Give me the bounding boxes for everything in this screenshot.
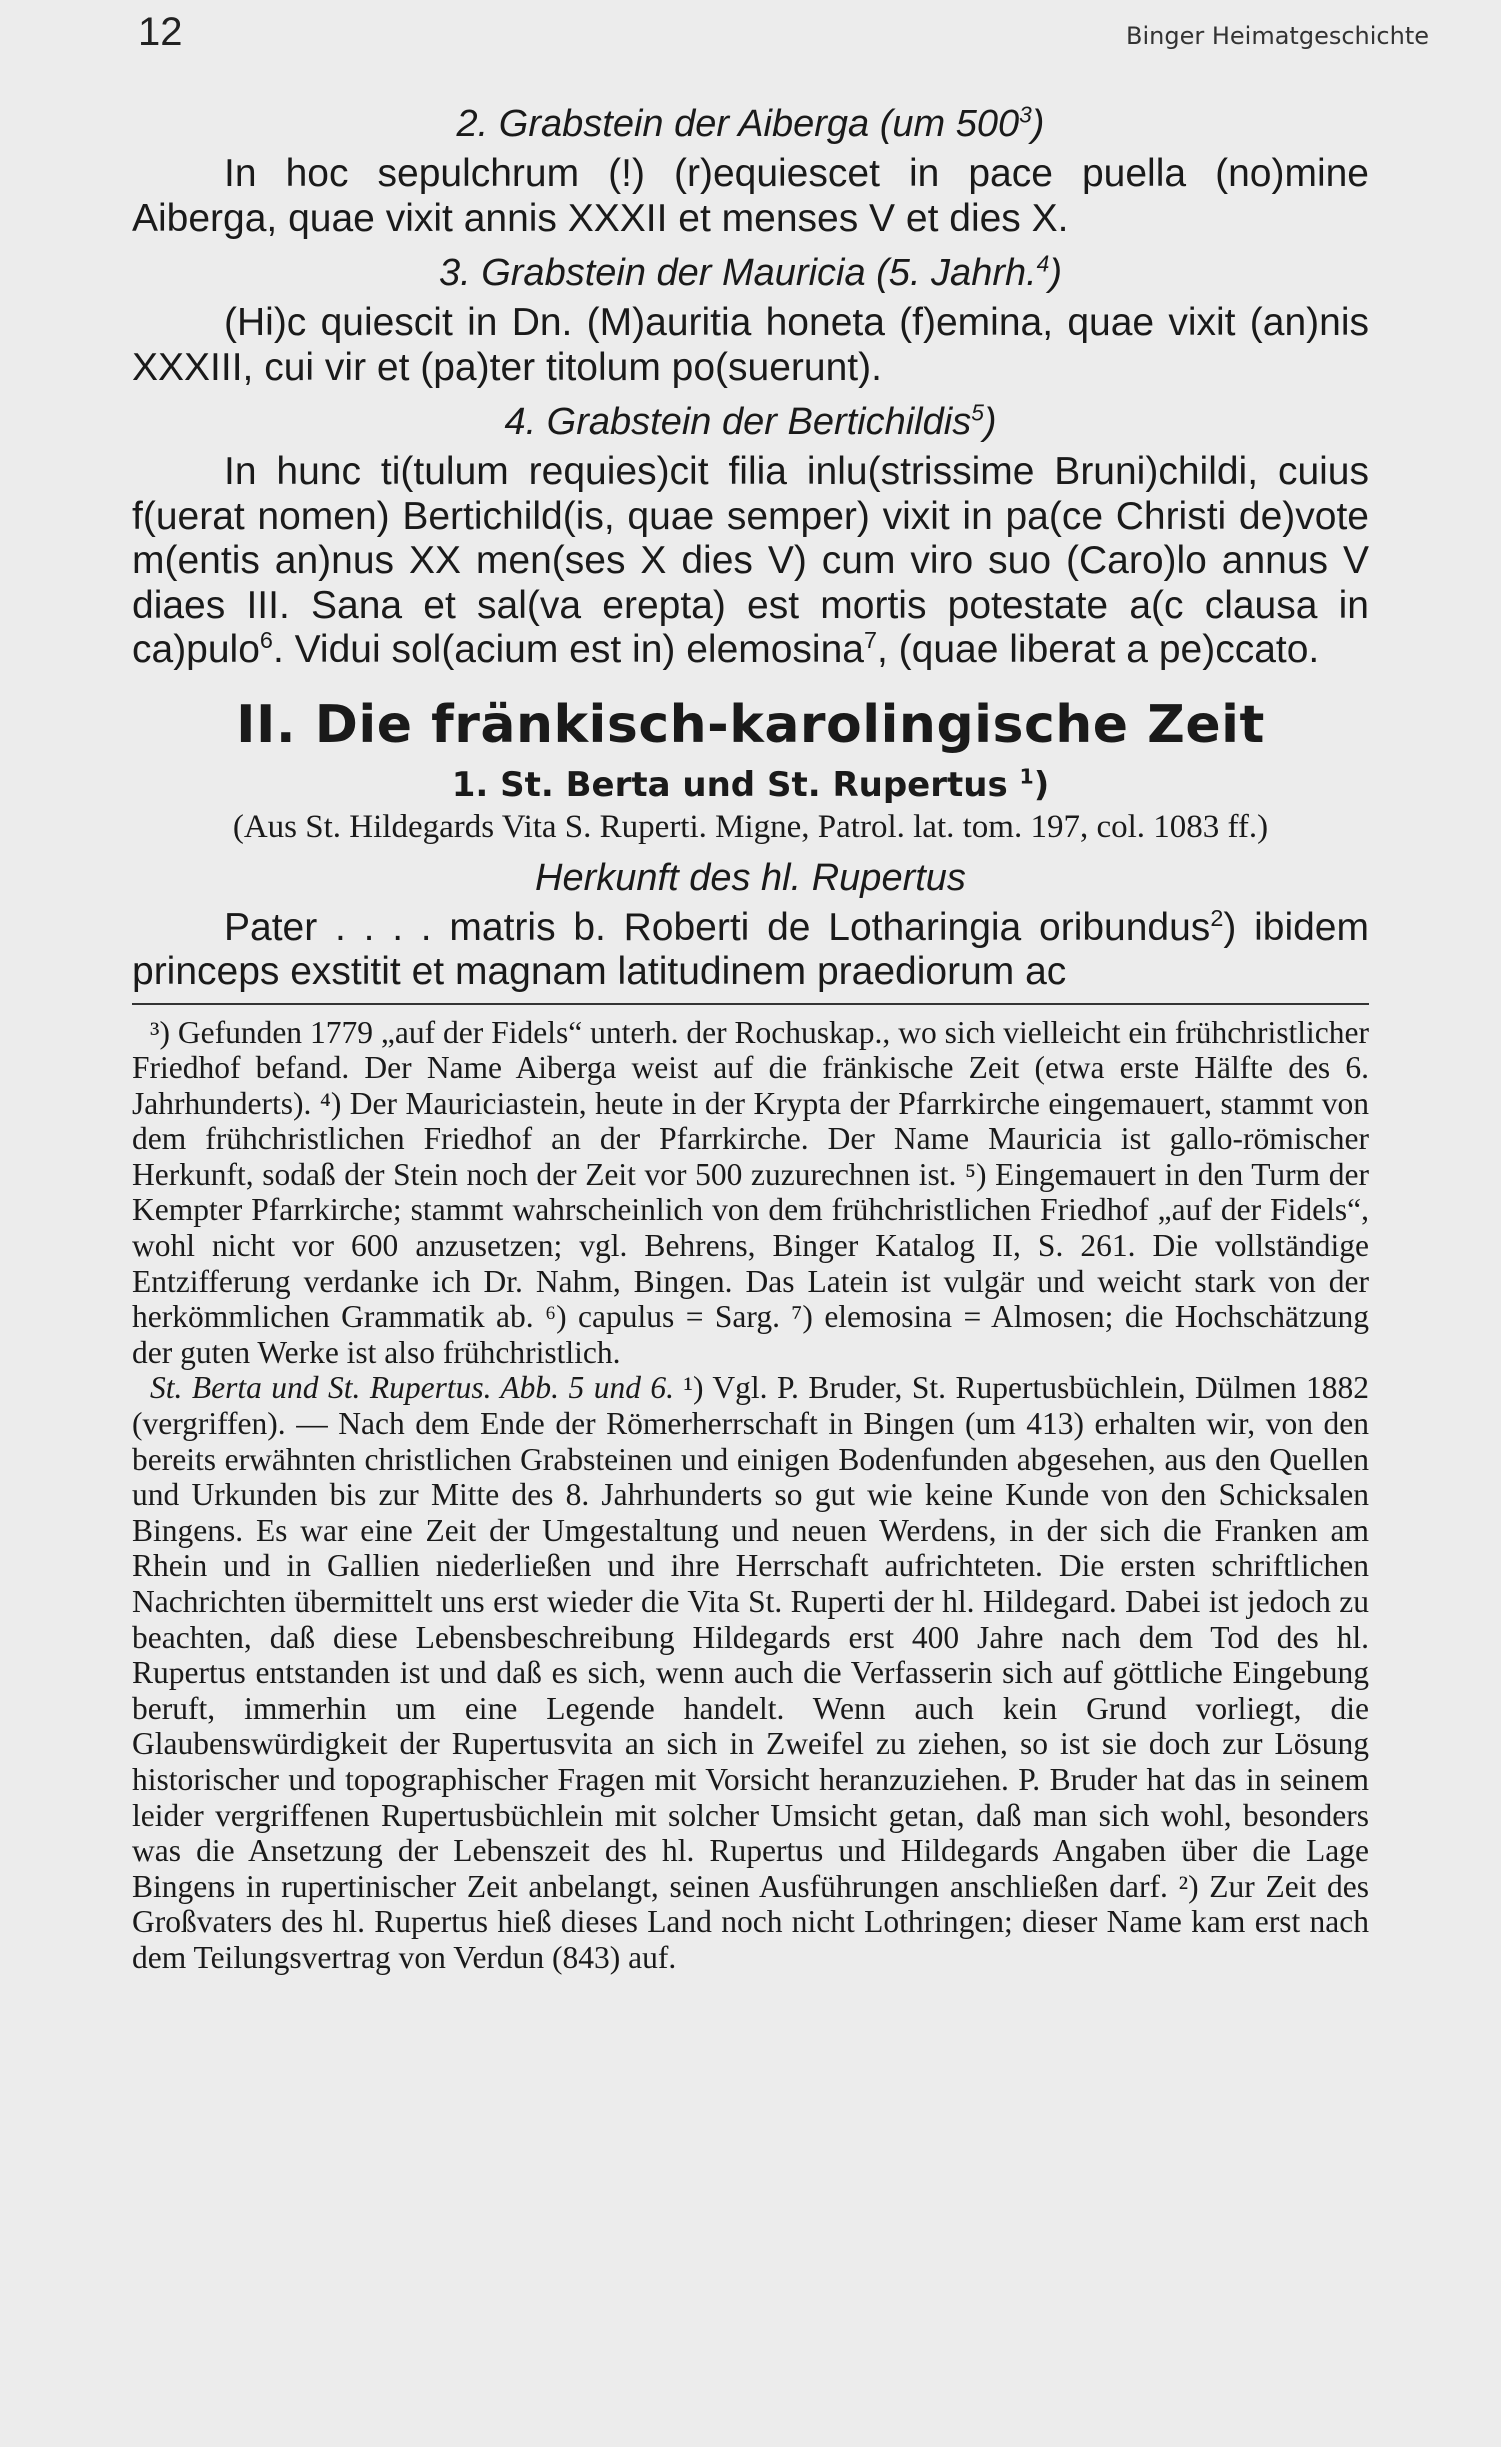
footnote-lead: St. Berta und St. Rupertus. Abb. 5 und 6. bbox=[150, 1370, 675, 1406]
footnote-block-rupertus: St. Berta und St. Rupertus. Abb. 5 und 6. ¹) Vgl. P. Bruder, St. Rupertusbüchlein, Dülmen 1882 (vergriffen). — Nach dem Ende der Römerherrschaft in Bingen (um 413) erhalten wir, von den bereits erwähnten christlichen Grabsteinen und einigen Bodenfunden abgesehen, aus den Quellen und Urkunden bis zur Mitte des 8. Jahrhunderts so gut wie keine Kunde von den Schicksalen Bingens. Es war eine Zeit der Umgestaltung und neuen Werdens, in der sich die Franken am Rhein und in Gallien niederließen und ihre Herrschaft aufrichteten. Die ersten schriftlichen Nachrichten übermittelt uns erst wieder die Vita St. Ruperti der hl. Hildegard. Dabei ist jedoch zu beachten, daß diese Lebensbeschreibung Hildegards erst 400 Jahre nach dem Tod des hl. Rupertus entstanden ist und daß es sich, wenn auch die Verfasserin sich auf göttliche Eingebung beruft, immerhin um eine Legende handelt. Wenn auch kein Grund vorliegt, die Glaubenswürdigkeit der Rupertusvita an sich in Zweifel zu ziehen, so ist sie doch zur Lösung historischer und topographischer Fragen mit Vorsicht heranzuziehen. P. Bruder hat das in seinem leider vergriffenen Rupertusbüchlein mit solcher Umsicht getan, daß man sich wohl, besonders was die Ansetzung der Lebenszeit des hl. Rupertus und Hildegards Angaben über die Lage Bingens in rupertinischer Zeit anbelangt, seinen Ausführungen anschließen darf. ²) Zur Zeit des Großvaters des hl. Rupertus hieß dieses Land noch nicht Lothringen; dieser Name kam erst nach dem Teilungsvertrag von Verdun (843) auf. bbox=[132, 1370, 1369, 1975]
footnote-divider bbox=[132, 1003, 1369, 1005]
inscription-text-aiberga: In hoc sepulchrum (!) (r)equiescet in pace puella (no)mine Aiberga, quae vixit annis XXXII et menses V et dies X. bbox=[132, 152, 1369, 240]
inscriptions-section bbox=[132, 100, 1369, 673]
inscription-heading-aiberga: 2. Grabstein der Aiberga (um $500^3$) bbox=[456, 101, 1045, 145]
page-header bbox=[132, 0, 1429, 92]
inscription-text-bertichildis: In hunc ti(tulum requies)cit filia inlu(strissime Bruni)childi, cuius f(uerat nomen) Bertichild(is, quae semper) vixit in pa(ce Christi de)vote m(entis an)nus XX men(ses X dies V) cum viro suo (Caro)lo annus V diaes III. Sana et sal(va erepta) est mortis potestate a(c clausa in ca)pulo$^6$. Vidui sol(acium est in) elemosina$^7$, (quae liberat a pe)ccato. bbox=[132, 450, 1369, 671]
source-citation: (Aus St. Hildegards Vita S. Ruperti. Migne, Patrol. lat. tom. 197, col. 1083 ff.) bbox=[232, 808, 1269, 845]
vita-subheading: Herkunft des hl. Rupertus bbox=[535, 856, 966, 899]
inscription-text-mauricia: (Hi)c quiescit in Dn. (M)auritia honeta (f)emina, quae vixit (an)nis XXXIII, cui vir et (pa)ter titolum po(suerunt). bbox=[132, 301, 1369, 389]
footnotes bbox=[132, 1015, 1369, 1976]
chapter-title: II. Die fränkisch-karolingische Zeit bbox=[236, 694, 1265, 755]
footnote-block-inscriptions: ³) Gefunden 1779 „auf der Fidels“ unterh. der Rochuskap., wo sich vielleicht ein frühchristlicher Friedhof befand. Der Name Aiberga weist auf die fränkische Zeit (etwa erste Hälfte des 6. Jahrhunderts). ⁴) Der Mauriciastein, heute in der Krypta der Pfarrkirche eingemauert, stammt von dem frühchristlichen Friedhof an der Pfarrkirche. Der Name Mauricia ist gallo-römischer Herkunft, sodaß der Stein noch der Zeit vor 500 zuzurechnen ist. ⁵) Eingemauert in den Turm der Kempter Pfarrkirche; stammt wahrscheinlich von dem frühchristlichen Friedhof „auf der Fidels“, wohl nicht vor 600 anzusetzen; vgl. Behrens, Binger Katalog II, S. 261. Die vollständige Entzifferung verdanke ich Dr. Nahm, Bingen. Das Latein ist vulgär und weicht stark von der herkömmlichen Grammatik ab. ⁶) capulus = Sarg. ⁷) elemosina = Almosen; die Hochschätzung der guten Werke ist also frühchristlich. bbox=[132, 1014, 1369, 1370]
vita-text: Pater . . . . matris b. Roberti de Lotharingia oribundus$^2$) ibidem princeps exstitit et magnam latitudinem praediorum ac bbox=[132, 904, 1369, 993]
running-head: Binger Heimatgeschichte bbox=[1126, 22, 1429, 50]
inscription-heading-bertichildis: 4. Grabstein der Bertichildis$^5$) bbox=[504, 399, 997, 443]
page-number: 12 bbox=[138, 10, 183, 54]
section-title: 1. St. Berta und St. Rupertus $^1$) bbox=[451, 764, 1050, 805]
inscription-heading-mauricia: 3. Grabstein der Mauricia (5. Jahrh.$^4$) bbox=[438, 250, 1063, 294]
vita-section bbox=[132, 854, 1369, 995]
